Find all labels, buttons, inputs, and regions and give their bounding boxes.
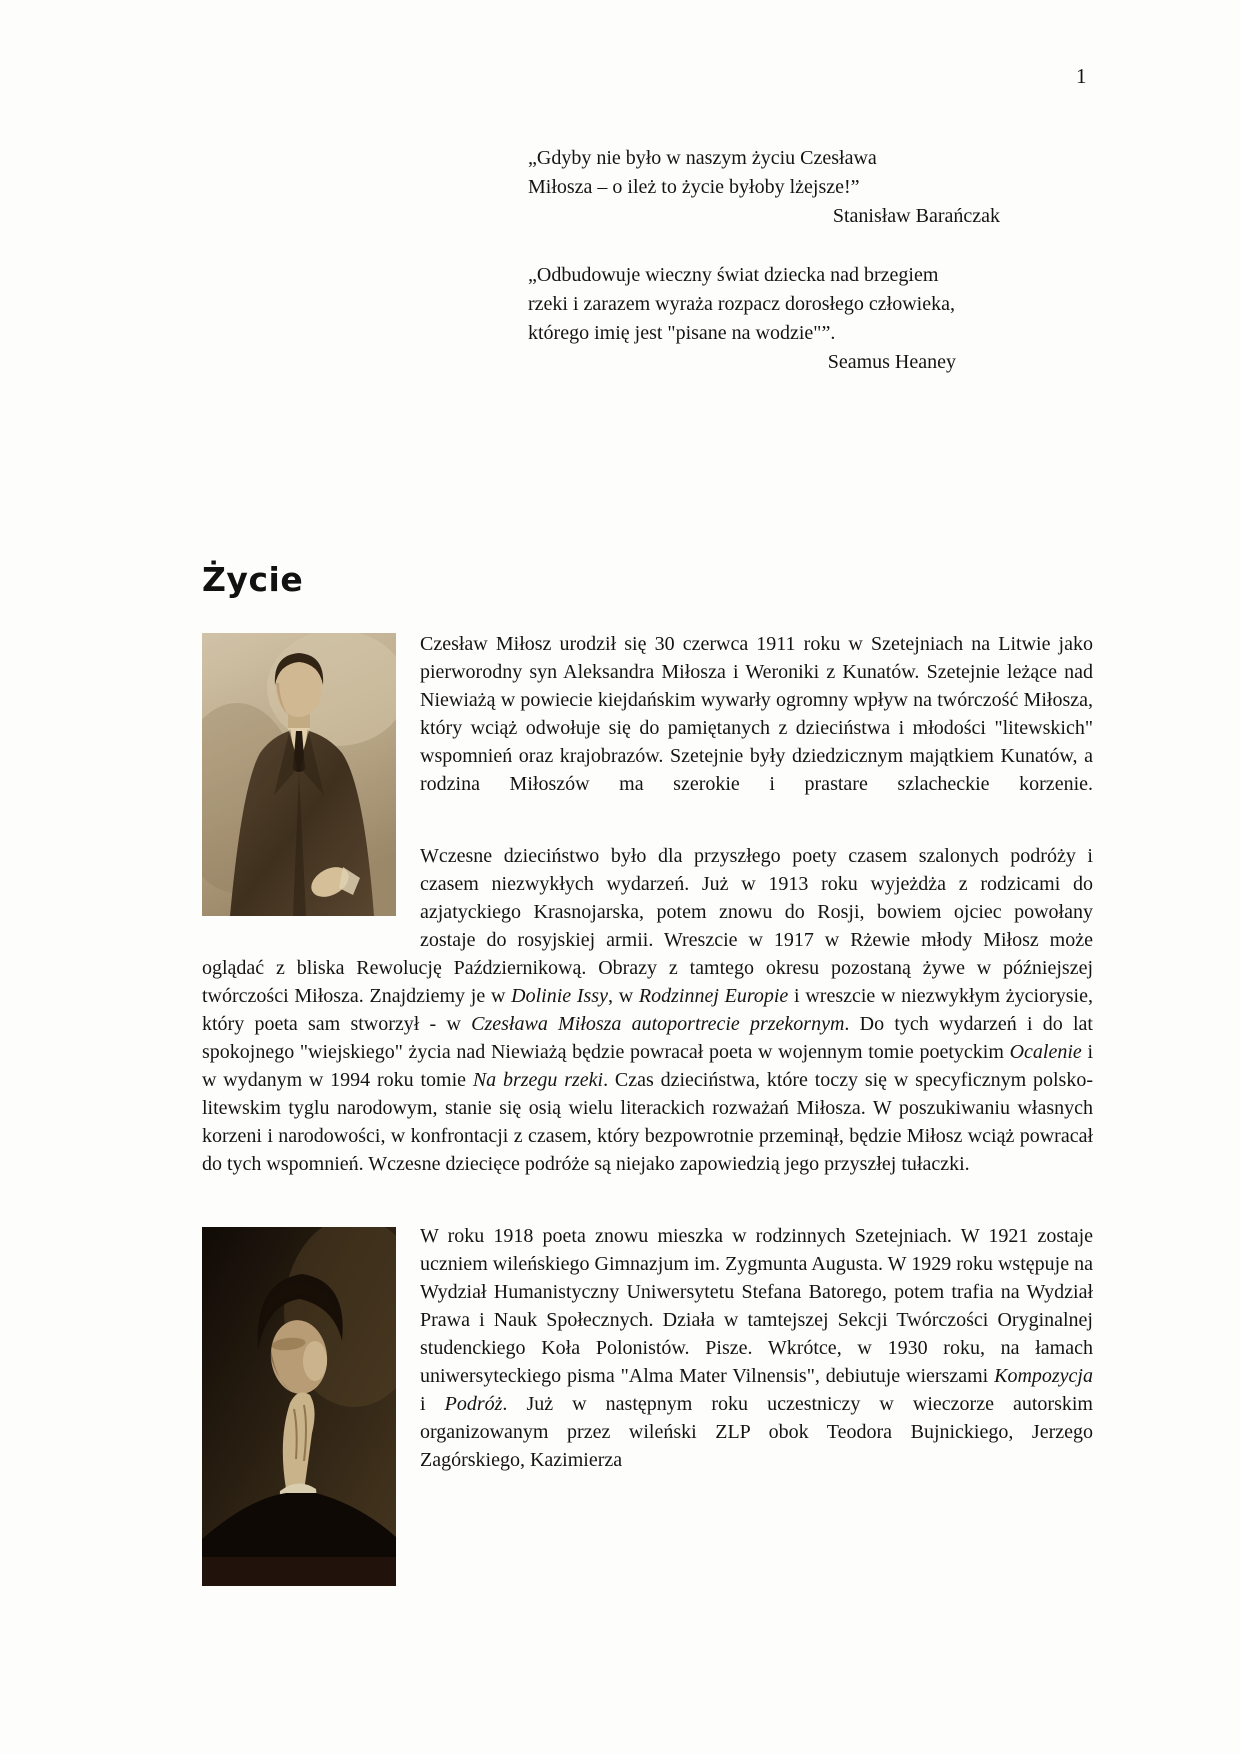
biography-article: [202, 630, 1093, 1598]
epigraph-heaney-attribution: Seamus Heaney: [827, 351, 956, 373]
epigraph-baranczak-text: „Gdyby nie było w naszym życiu Czesława Miłosza – o ileż to życie byłoby lżejsze!”: [528, 147, 877, 198]
epigraph-block: [528, 144, 1012, 407]
paragraph-birth-szetejnie: Czesław Miłosz urodził się 30 czerwca 1911 roku w Szetejniach na Litwie jako pierworodny syn Aleksandra Miłosza i Weroniki z Kunatów. Szetejnie leżące nad Niewiażą w powiecie kiejdańskim wywarły ogromny wpływ na twórczość Miłosza, który wciąż odwołuje się do pamiętanych z dzieciństwa i młodości "litewskich" wspomnień oraz krajobrazów. Szetejnie były dziedzicznym majątkiem Kunatów, a rodzina Miłoszów ma szerokie i prastare szlacheckie korzenie.: [420, 633, 1093, 795]
section-heading: Życie: [202, 560, 304, 599]
epigraph-heaney: [528, 261, 1012, 377]
epigraph-baranczak: [528, 144, 1012, 231]
milosz-pensive-photo: [202, 1227, 396, 1586]
page-number: 1: [1076, 64, 1087, 88]
milosz-standing-photo: [202, 633, 396, 916]
paragraph-education-debut: W roku 1918 poeta znowu mieszka w rodzinnych Szetejniach. W 1921 zostaje uczniem wileńskiego Gimnazjum im. Zygmunta Augusta. W 1929 roku wstępuje na Wydział Humanistyczny Uniwersytetu Stefana Batorego, potem trafia na Wydział Prawa i Nauk Społecznych. Działa w tamtejszej Sekcji Twórczości Oryginalnej studenckiego Koła Polonistów. Pisze. Wkrótce, w 1930 roku, na łamach uniwersyteckiego pisma "Alma Mater Vilnensis", debiutuje wierszami Kompozycja i Podróż. Już w następnym roku uczestniczy w wieczorze autorskim organizowanym przez wileński ZLP obok Teodora Bujnickiego, Jerzego Zagórskiego, Kazimierza: [420, 1225, 1093, 1471]
epigraph-baranczak-attribution: Stanisław Barańczak: [832, 205, 1000, 227]
epigraph-heaney-text: „Odbudowuje wieczny świat dziecka nad brzegiem rzeki i zarazem wyraża rozpacz dorosłego człowieka, którego imię jest "pisane na wodzie"”.: [528, 264, 955, 344]
paragraph-childhood-travels: Wczesne dzieciństwo było dla przyszłego poety czasem szalonych podróży i czasem niezwykłych wydarzeń. Już w 1913 roku wyjeżdża z rodzicami do azjatyckiego Krasnojarska, potem znowu do Rosji, bowiem ojciec powołany zostaje do rosyjskiej armii. Wreszcie w 1917 w Rżewie młody Miłosz może oglądać z bliska Rewolucję Październikową. Obrazy z tamtego okresu pozostaną żywe w późniejszej twórczości Miłosza. Znajdziemy je w Dolinie Issy, w Rodzinnej Europie i wreszcie w niezwykłym życiorysie, który poeta sam stworzył - w Czesława Miłosza autoportrecie przekornym. Do tych wydarzeń i do lat spokojnego "wiejskiego" życia nad Niewiażą będzie powracał poeta w wojennym tomie poetyckim Ocalenie i w wydanym w 1994 roku tomie Na brzegu rzeki. Czas dzieciństwa, które toczy się w specyficznym polsko-litewskim tyglu narodowym, stanie się osią wielu literackich rozważań Miłosza. W poszukiwaniu własnych korzeni i narodowości, w konfrontacji z czasem, który bezpowrotnie przeminął, będzie Miłosz wciąż powracał do tych wspomnień. Wczesne dziecięce podróże są niejako zapowiedzią jego przyszłej tułaczki.: [202, 845, 1094, 1175]
